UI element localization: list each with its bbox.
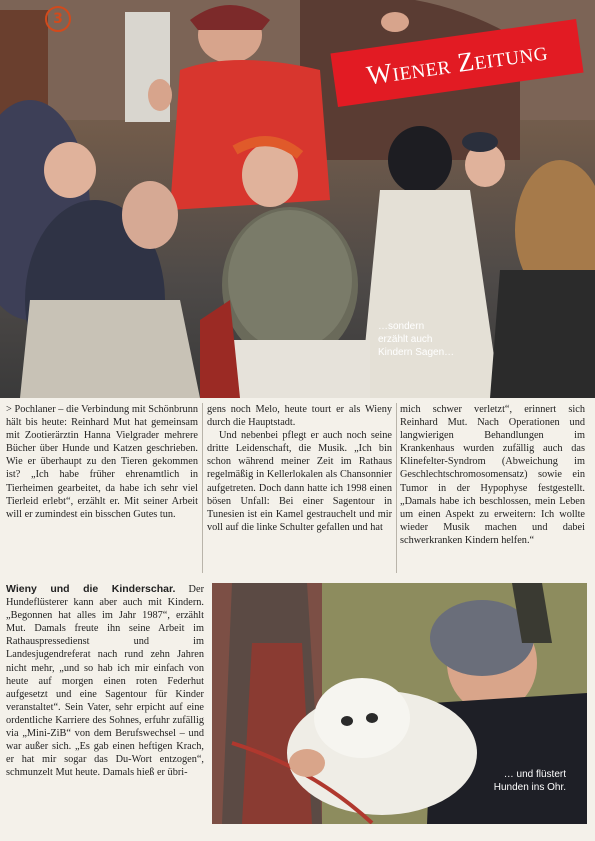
caption-line: …sondern [378,321,425,332]
article-column-3 [400,403,585,547]
page-number: 3 [45,6,71,32]
column-divider [202,403,203,573]
paragraph: Und nebenbei pflegt er auch noch seine dritte Leidenschaft, die Musik. „Ich bin schon während meiner Zeit im Rathaus regelmäßig in Kellerlokalen als Chansonnier aufgetreten. Doch dann hatte ich 1998 einen bösen Unfall: Bei einer Sagentour in Tunesien ist ein Kamel gestrauchelt und mir voll auf die linke Schulter gefallen und hat [207,430,392,533]
article-column-4 [6,583,204,779]
column-divider [396,403,397,573]
subheading: Wieny und die Kinderschar. [6,583,176,595]
article-column-2 [207,403,392,534]
paragraph-body: Der Hundeflüsterer kann aber auch mit Kindern. „Begonnen hat alles im Jahr 1987“, erzählt Mut. Damals freute ihn seine Arbeit im Rathauspressedienst und im Landesjugendreferat nach rund zehn Jahren nicht mehr, „und so hab ich mir einfach von heute auf morgen einen roten Federhut aufgesetzt und eine Sagentour für Kinder veranstaltet“. Sein Vater, sehr erpicht auf eine ordentliche Karriere des Sohnes, erfuhr zufällig via „Mini-ZiB“ von dem Berufswechsel – und war außer sich. „Es gab einen heftigen Krach, er hat mir sogar das Du-Wort entzogen“, schmunzelt Mut heute. Damals hieß er übri- [6,584,204,779]
wiener-zeitung-logo: Wiener Zeitung [330,19,583,107]
paragraph: > Pochlaner – die Verbindung mit Schönbrunn hält bis heute: Reinhard Mut hat gemeinsam mit Zootierärztin Hanna Vielgrader mehrere Bücher über Hunde und Katzen geschrieben. Wie er überhaupt zu den Tieren gekommen ist? „Ich habe früher ehrenamtlich in Tierheimen gearbeitet, da habe ich sehr viel Tierleid erlebt“, erzählt er. Mit seiner Arbeit will er zumindest ein bisschen Gutes tun. [6,404,198,520]
paragraph: gens noch Melo, heute tourt er als Wieny durch die Hauptstadt. [207,404,392,429]
caption-line: … und flüstert [503,769,566,780]
caption-line: erzählt auch [378,334,433,345]
top-photo-caption [378,320,478,359]
caption-line: Kindern Sagen… [378,347,455,358]
bottom-photo-caption [476,768,566,794]
paragraph [6,583,204,779]
paragraph: mich schwer verletzt“, erinnert sich Reinhard Mut. Nach Operationen und langwierigen Behandlungen im Krankenhaus wurden zufällig auch das Klinefelter-Syndrom (Abweichung im Geschlechtschromosomensatz) sowie ein Tumor in der Hypophyse festgestellt. „Damals habe ich beschlossen, mein Leben um einen Aspekt zu erweitern: Ich wollte wieder Musik machen und dabei schwerkranken Kindern helfen.“ [400,404,585,546]
article-column-1 [6,403,198,521]
caption-line: Hunden ins Ohr. [493,782,566,793]
